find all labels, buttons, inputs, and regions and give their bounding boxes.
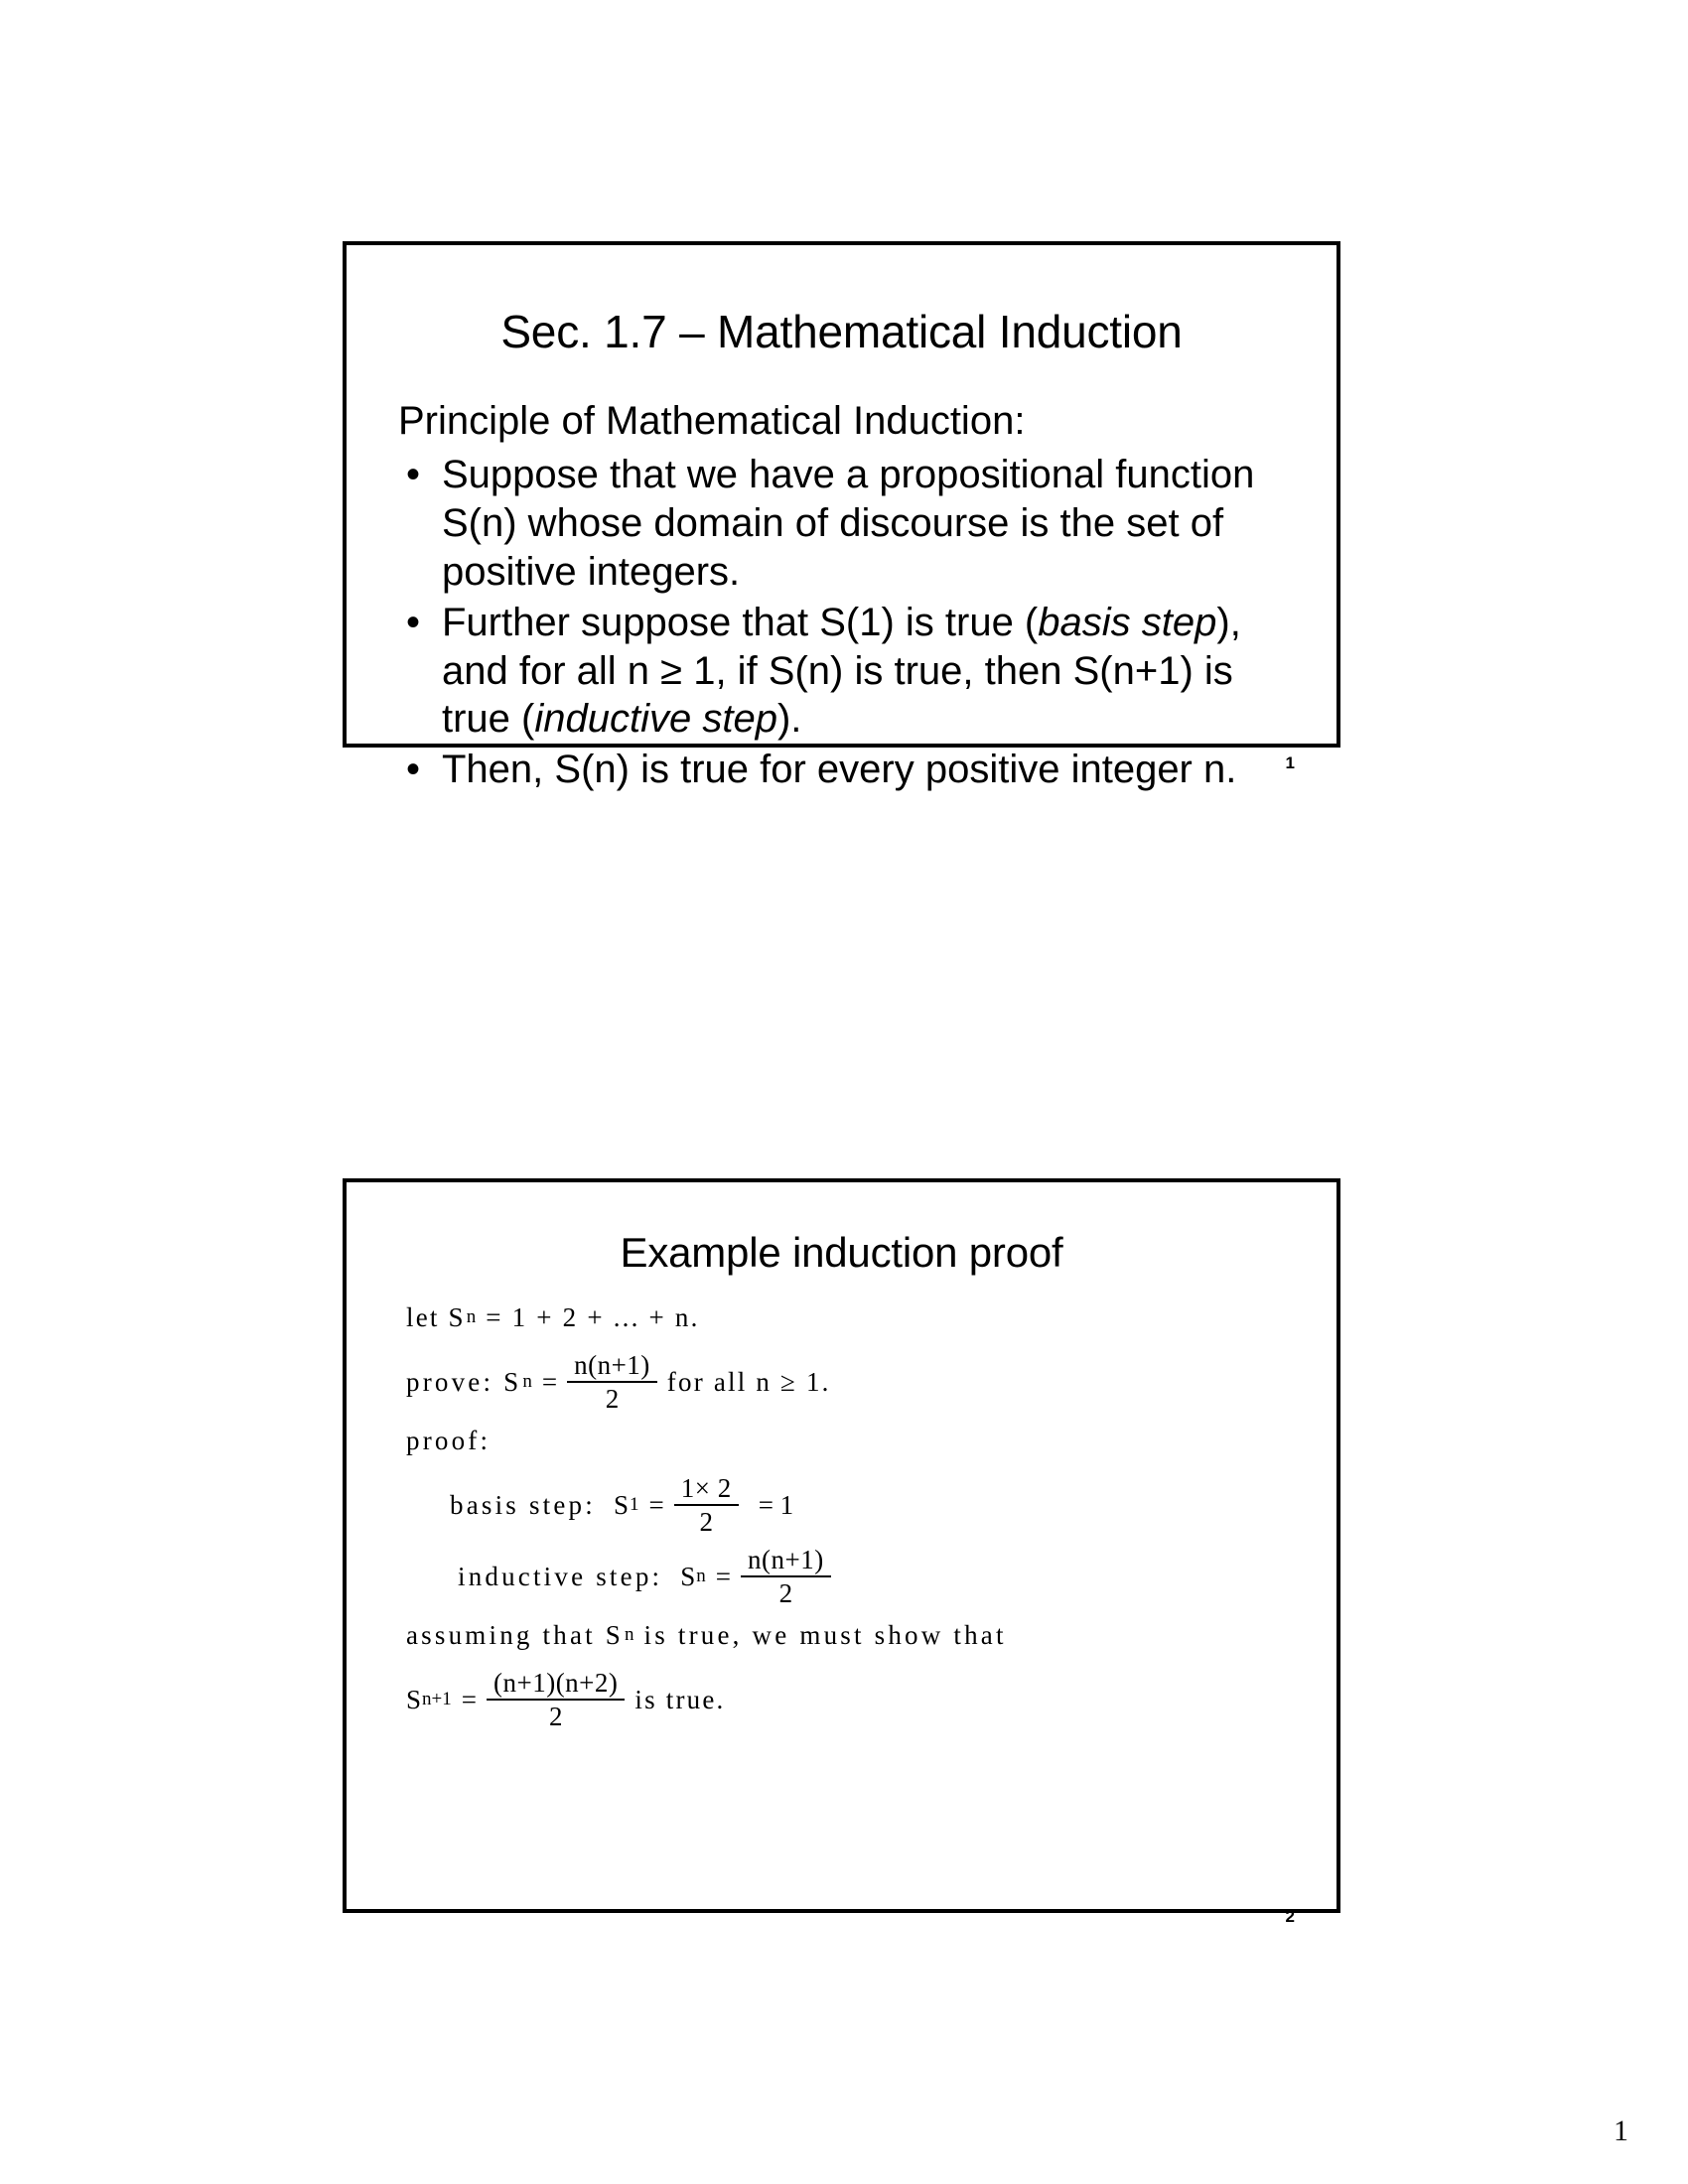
slide-2 bbox=[343, 1178, 1340, 1926]
slide-1-title: Sec. 1.7 – Mathematical Induction bbox=[500, 306, 1183, 357]
proof-line-final bbox=[406, 1667, 1297, 1732]
assuming-text-b: is true, we must show that bbox=[643, 1619, 1007, 1650]
prove-condition: for all n ≥ 1. bbox=[666, 1366, 831, 1397]
bullet-dot-icon: • bbox=[406, 453, 421, 497]
proof-line-let bbox=[406, 1297, 1297, 1337]
final-fraction-denominator: 2 bbox=[548, 1702, 563, 1732]
inductive-step-subscript: n bbox=[696, 1566, 706, 1587]
inductive-step-equals: = bbox=[715, 1561, 731, 1591]
assuming-subscript: n bbox=[625, 1624, 634, 1646]
let-subscript: n bbox=[466, 1306, 477, 1328]
let-label: let S bbox=[406, 1301, 466, 1332]
proof-body bbox=[347, 1297, 1336, 1732]
prove-fraction bbox=[567, 1351, 657, 1414]
prove-equals: = bbox=[541, 1366, 558, 1397]
slide-1-number: 1 bbox=[1285, 753, 1295, 772]
basis-step-fraction-denominator: 2 bbox=[699, 1507, 713, 1538]
proof-line-inductive-step bbox=[406, 1544, 1297, 1609]
proof-line-assuming bbox=[406, 1615, 1297, 1655]
assuming-text-a: assuming that S bbox=[406, 1619, 625, 1650]
bullet-item-3 bbox=[398, 746, 1297, 794]
bullet-text-2-part-3: ). bbox=[776, 697, 802, 742]
bullet-dot-icon: • bbox=[406, 600, 421, 644]
final-fraction bbox=[487, 1669, 625, 1731]
prove-subscript: n bbox=[522, 1371, 532, 1393]
bullet-text-2-part-1: Further suppose that S(1) is true ( bbox=[442, 600, 1039, 644]
basis-step-subscript: 1 bbox=[629, 1494, 639, 1516]
bullet-text-3: Then, S(n) is true for every positive integer n. bbox=[442, 748, 1237, 792]
inductive-step-label: inductive step: bbox=[458, 1561, 663, 1591]
inductive-step-s: S bbox=[680, 1561, 696, 1591]
slide-1-content bbox=[347, 307, 1336, 805]
bullet-item-2 bbox=[398, 599, 1297, 744]
bullet-text-1: Suppose that we have a propositional function S(n) whose domain of discourse is the set of positive integers. bbox=[442, 453, 1255, 594]
basis-step-s: S bbox=[613, 1489, 629, 1520]
proof-label: proof: bbox=[406, 1425, 492, 1455]
final-tail: is true. bbox=[634, 1684, 726, 1714]
inductive-step-fraction-denominator: 2 bbox=[778, 1578, 793, 1609]
slide-2-number: 2 bbox=[1285, 1907, 1295, 1926]
let-expression: = 1 + 2 + ... + n. bbox=[486, 1301, 700, 1332]
induction-bullet-list bbox=[398, 451, 1297, 794]
bullet-text-2-basis-step-italic: basis step bbox=[1038, 600, 1217, 644]
slide-2-title: Example induction proof bbox=[620, 1229, 1063, 1276]
slide-1 bbox=[343, 241, 1340, 792]
basis-step-fraction-numerator: 1× 2 bbox=[680, 1472, 732, 1503]
inductive-step-fraction-numerator: n(n+1) bbox=[747, 1544, 824, 1574]
proof-line-prove bbox=[406, 1349, 1297, 1415]
inductive-step-fraction bbox=[741, 1546, 831, 1608]
basis-step-label: basis step: bbox=[450, 1489, 596, 1520]
final-equals: = bbox=[461, 1684, 477, 1714]
principle-heading: Principle of Mathematical Induction: bbox=[398, 398, 1026, 443]
proof-line-proof-label bbox=[406, 1421, 1297, 1460]
proof-line-basis-step bbox=[406, 1472, 1297, 1538]
page-number: 1 bbox=[1614, 2115, 1628, 2147]
prove-fraction-denominator: 2 bbox=[605, 1384, 620, 1415]
bullet-text-2-part-2: ), and for all n ≥ 1, if S(n) is true, then S(n+1) is true ( bbox=[442, 600, 1241, 742]
slide-2-content bbox=[347, 1230, 1336, 1957]
slide-1-body bbox=[347, 397, 1336, 794]
prove-fraction-numerator: n(n+1) bbox=[574, 1349, 650, 1380]
prove-label: prove: S bbox=[406, 1366, 522, 1397]
bullet-dot-icon: • bbox=[406, 748, 421, 792]
basis-step-equals: = bbox=[648, 1489, 664, 1520]
final-s: S bbox=[406, 1684, 422, 1714]
basis-step-result: = 1 bbox=[758, 1489, 794, 1520]
final-fraction-numerator: (n+1)(n+2) bbox=[492, 1667, 619, 1698]
bullet-item-1 bbox=[398, 451, 1297, 596]
basis-step-fraction bbox=[674, 1474, 739, 1537]
final-subscript: n+1 bbox=[422, 1689, 452, 1710]
bullet-text-2-inductive-step-italic: inductive step bbox=[534, 697, 777, 742]
